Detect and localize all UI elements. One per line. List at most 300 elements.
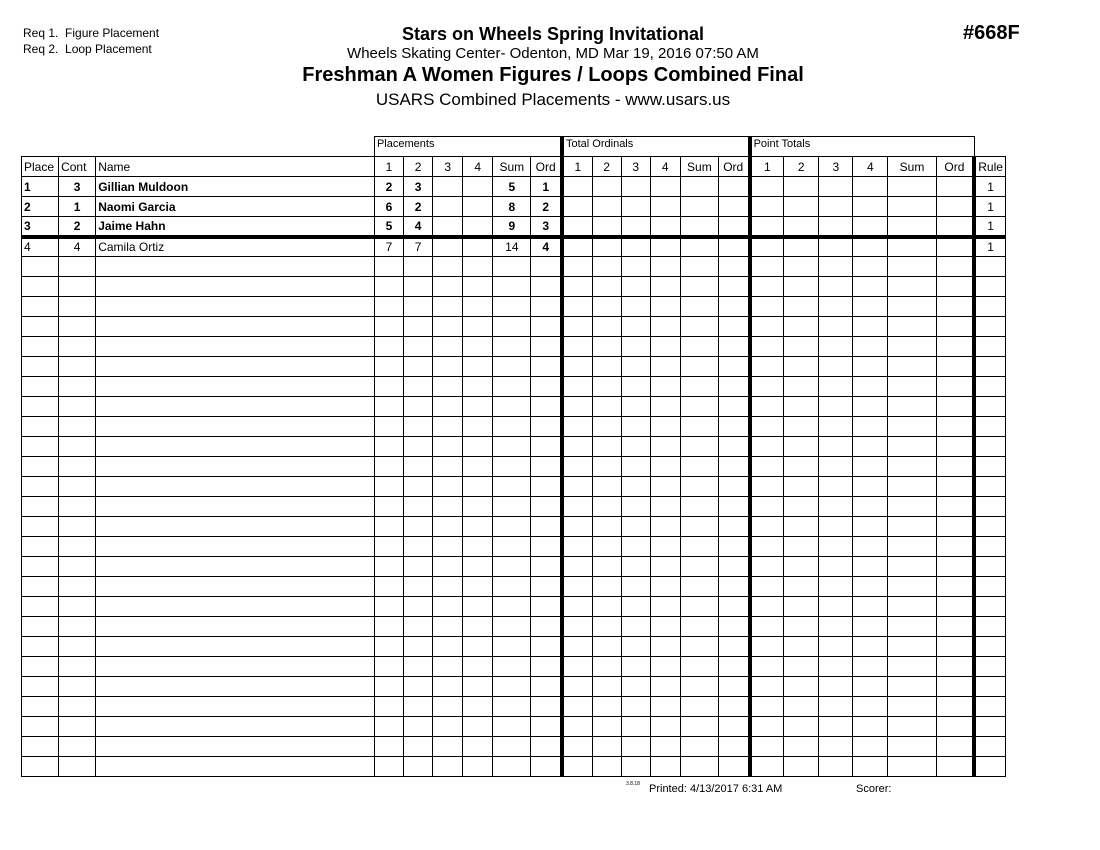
table-cell bbox=[784, 617, 819, 637]
table-cell bbox=[888, 277, 936, 297]
table-cell bbox=[374, 457, 403, 477]
table-row bbox=[22, 417, 1006, 437]
table-cell bbox=[531, 737, 562, 757]
table-cell bbox=[784, 177, 819, 197]
table-cell bbox=[936, 277, 974, 297]
table-cell bbox=[784, 197, 819, 217]
table-cell bbox=[592, 457, 621, 477]
table-cell bbox=[493, 377, 531, 397]
table-cell bbox=[784, 697, 819, 717]
table-cell bbox=[718, 497, 749, 517]
table-cell bbox=[819, 617, 853, 637]
table-row bbox=[22, 757, 1006, 777]
column-header: Sum bbox=[888, 157, 936, 177]
table-cell bbox=[592, 177, 621, 197]
table-cell bbox=[936, 357, 974, 377]
table-cell bbox=[888, 297, 936, 317]
table-cell bbox=[784, 637, 819, 657]
table-cell: 3 bbox=[404, 177, 433, 197]
table-cell bbox=[96, 317, 375, 337]
table-cell bbox=[621, 657, 650, 677]
table-cell bbox=[888, 617, 936, 637]
table-cell bbox=[592, 577, 621, 597]
table-cell bbox=[59, 657, 96, 677]
table-cell bbox=[819, 437, 853, 457]
table-cell bbox=[404, 337, 433, 357]
table-row bbox=[22, 597, 1006, 617]
event-title: Freshman A Women Figures / Loops Combined Final bbox=[302, 64, 804, 86]
table-cell bbox=[562, 577, 592, 597]
table-cell bbox=[404, 277, 433, 297]
table-cell bbox=[853, 437, 888, 457]
table-cell bbox=[592, 757, 621, 777]
table-cell bbox=[784, 317, 819, 337]
table-cell bbox=[404, 617, 433, 637]
table-cell bbox=[592, 257, 621, 277]
table-cell bbox=[936, 757, 974, 777]
table-cell bbox=[463, 477, 493, 497]
table-cell bbox=[493, 657, 531, 677]
table-cell bbox=[680, 477, 718, 497]
table-cell bbox=[750, 597, 784, 617]
table-cell bbox=[718, 417, 749, 437]
table-cell bbox=[374, 497, 403, 517]
table-cell bbox=[531, 597, 562, 617]
table-cell bbox=[680, 277, 718, 297]
table-cell bbox=[888, 637, 936, 657]
table-cell bbox=[888, 377, 936, 397]
table-cell bbox=[621, 457, 650, 477]
table-cell bbox=[493, 697, 531, 717]
table-cell bbox=[718, 217, 749, 237]
table-cell bbox=[463, 217, 493, 237]
table-cell bbox=[592, 357, 621, 377]
table-cell bbox=[433, 417, 463, 437]
table-cell bbox=[531, 497, 562, 517]
table-cell bbox=[784, 397, 819, 417]
table-cell bbox=[59, 617, 96, 637]
table-cell bbox=[374, 397, 403, 417]
table-cell bbox=[22, 437, 59, 457]
table-cell bbox=[562, 497, 592, 517]
table-cell bbox=[22, 497, 59, 517]
table-cell bbox=[819, 477, 853, 497]
table-cell bbox=[531, 257, 562, 277]
table-row bbox=[22, 637, 1006, 657]
table-cell bbox=[493, 397, 531, 417]
table-cell bbox=[22, 457, 59, 477]
table-cell: 7 bbox=[404, 237, 433, 257]
table-cell bbox=[888, 657, 936, 677]
table-cell bbox=[59, 577, 96, 597]
table-cell bbox=[531, 377, 562, 397]
table-cell bbox=[819, 457, 853, 477]
table-cell bbox=[404, 257, 433, 277]
table-cell bbox=[650, 757, 680, 777]
table-cell bbox=[680, 757, 718, 777]
table-cell bbox=[718, 617, 749, 637]
table-cell bbox=[562, 437, 592, 457]
table-cell bbox=[784, 277, 819, 297]
table-cell bbox=[819, 557, 853, 577]
table-cell bbox=[974, 557, 1005, 577]
table-cell bbox=[974, 577, 1005, 597]
table-cell bbox=[96, 597, 375, 617]
column-header: 4 bbox=[853, 157, 888, 177]
table-cell bbox=[853, 277, 888, 297]
table-cell bbox=[592, 537, 621, 557]
table-cell bbox=[22, 577, 59, 597]
table-cell bbox=[750, 737, 784, 757]
table-cell bbox=[433, 717, 463, 737]
table-row bbox=[22, 437, 1006, 457]
table-cell bbox=[936, 697, 974, 717]
table-cell bbox=[974, 677, 1005, 697]
table-cell bbox=[784, 217, 819, 237]
table-cell bbox=[718, 197, 749, 217]
table-row bbox=[22, 737, 1006, 757]
table-cell bbox=[592, 737, 621, 757]
table-cell bbox=[819, 377, 853, 397]
table-cell bbox=[680, 257, 718, 277]
table-cell bbox=[404, 537, 433, 557]
table-cell bbox=[96, 757, 375, 777]
table-cell bbox=[718, 537, 749, 557]
table-cell bbox=[493, 497, 531, 517]
table-cell bbox=[433, 637, 463, 657]
table-cell bbox=[750, 657, 784, 677]
column-header: 3 bbox=[621, 157, 650, 177]
table-cell bbox=[819, 177, 853, 197]
table-cell bbox=[562, 177, 592, 197]
table-cell bbox=[750, 437, 784, 457]
table-cell bbox=[853, 697, 888, 717]
table-cell bbox=[974, 337, 1005, 357]
table-cell bbox=[750, 357, 784, 377]
table-cell bbox=[531, 657, 562, 677]
table-cell bbox=[96, 637, 375, 657]
table-cell bbox=[819, 277, 853, 297]
table-cell bbox=[680, 357, 718, 377]
table-cell bbox=[374, 297, 403, 317]
table-cell bbox=[433, 477, 463, 497]
table-cell bbox=[374, 717, 403, 737]
table-cell bbox=[433, 577, 463, 597]
table-cell bbox=[974, 637, 1005, 657]
table-cell bbox=[96, 537, 375, 557]
table-cell bbox=[750, 577, 784, 597]
table-cell bbox=[463, 357, 493, 377]
table-cell bbox=[59, 437, 96, 457]
table-cell bbox=[718, 377, 749, 397]
table-cell bbox=[531, 357, 562, 377]
table-cell bbox=[531, 557, 562, 577]
table-cell bbox=[936, 597, 974, 617]
table-cell bbox=[936, 637, 974, 657]
table-cell bbox=[888, 517, 936, 537]
requirement-2: Req 2. Loop Placement bbox=[23, 42, 152, 56]
table-cell bbox=[650, 477, 680, 497]
table-cell bbox=[531, 457, 562, 477]
table-cell bbox=[784, 677, 819, 697]
table-cell bbox=[531, 417, 562, 437]
table-cell: 2 bbox=[404, 197, 433, 217]
table-cell bbox=[592, 617, 621, 637]
table-cell bbox=[936, 237, 974, 257]
table-cell bbox=[59, 397, 96, 417]
table-cell bbox=[592, 597, 621, 617]
group-header-row bbox=[22, 137, 1006, 157]
table-cell bbox=[463, 257, 493, 277]
table-cell bbox=[784, 597, 819, 617]
table-cell bbox=[974, 377, 1005, 397]
table-cell bbox=[96, 737, 375, 757]
table-cell bbox=[59, 357, 96, 377]
table-cell bbox=[784, 437, 819, 457]
table-cell bbox=[853, 297, 888, 317]
column-header: Name bbox=[96, 157, 375, 177]
table-cell bbox=[750, 277, 784, 297]
table-row bbox=[22, 517, 1006, 537]
table-cell bbox=[853, 197, 888, 217]
table-cell bbox=[433, 237, 463, 257]
table-cell bbox=[404, 417, 433, 437]
table-cell bbox=[592, 677, 621, 697]
table-cell bbox=[463, 717, 493, 737]
table-cell bbox=[784, 537, 819, 557]
table-cell bbox=[718, 297, 749, 317]
table-cell bbox=[433, 617, 463, 637]
table-cell bbox=[404, 497, 433, 517]
table-cell bbox=[621, 237, 650, 257]
table-cell bbox=[433, 197, 463, 217]
table-cell bbox=[59, 737, 96, 757]
table-cell bbox=[404, 437, 433, 457]
table-cell bbox=[784, 557, 819, 577]
table-row bbox=[22, 197, 1006, 217]
table-cell bbox=[562, 237, 592, 257]
table-cell bbox=[750, 457, 784, 477]
table-cell bbox=[463, 237, 493, 257]
table-cell bbox=[819, 497, 853, 517]
table-cell bbox=[819, 237, 853, 257]
table-cell bbox=[433, 337, 463, 357]
table-cell bbox=[650, 557, 680, 577]
table-cell bbox=[819, 597, 853, 617]
table-cell bbox=[650, 717, 680, 737]
table-cell bbox=[621, 477, 650, 497]
table-cell bbox=[974, 497, 1005, 517]
table-cell bbox=[853, 577, 888, 597]
table-cell bbox=[96, 657, 375, 677]
table-cell bbox=[680, 717, 718, 737]
table-cell bbox=[718, 477, 749, 497]
table-cell bbox=[936, 617, 974, 637]
table-cell bbox=[96, 617, 375, 637]
table-cell bbox=[22, 377, 59, 397]
table-cell bbox=[853, 597, 888, 617]
table-cell: 1 bbox=[974, 197, 1005, 217]
table-cell bbox=[531, 517, 562, 537]
table-cell bbox=[22, 697, 59, 717]
table-cell bbox=[974, 597, 1005, 617]
table-cell bbox=[888, 717, 936, 737]
table-cell bbox=[936, 197, 974, 217]
table-cell bbox=[680, 377, 718, 397]
table-row bbox=[22, 217, 1006, 237]
table-cell bbox=[463, 657, 493, 677]
table-cell bbox=[562, 657, 592, 677]
table-cell bbox=[853, 737, 888, 757]
table-cell bbox=[784, 497, 819, 517]
table-cell bbox=[433, 697, 463, 717]
table-cell: 5 bbox=[374, 217, 403, 237]
table-cell bbox=[531, 677, 562, 697]
table-cell bbox=[853, 317, 888, 337]
table-cell bbox=[433, 177, 463, 197]
table-cell bbox=[59, 697, 96, 717]
table-cell bbox=[974, 757, 1005, 777]
table-cell bbox=[562, 717, 592, 737]
table-cell bbox=[853, 657, 888, 677]
table-cell bbox=[562, 757, 592, 777]
table-cell bbox=[433, 297, 463, 317]
table-cell bbox=[531, 697, 562, 717]
column-header: Cont bbox=[59, 157, 96, 177]
table-cell bbox=[750, 717, 784, 737]
table-cell bbox=[59, 637, 96, 657]
table-cell bbox=[750, 297, 784, 317]
table-cell bbox=[592, 217, 621, 237]
table-row bbox=[22, 397, 1006, 417]
table-cell bbox=[784, 457, 819, 477]
table-cell bbox=[96, 397, 375, 417]
table-cell bbox=[853, 457, 888, 477]
table-cell bbox=[650, 237, 680, 257]
table-cell bbox=[936, 417, 974, 437]
table-cell bbox=[374, 437, 403, 457]
table-cell bbox=[374, 737, 403, 757]
table-cell bbox=[463, 637, 493, 657]
column-header: Sum bbox=[680, 157, 718, 177]
table-cell bbox=[819, 337, 853, 357]
table-cell bbox=[404, 557, 433, 577]
table-cell bbox=[374, 277, 403, 297]
table-cell bbox=[680, 337, 718, 357]
table-cell bbox=[936, 217, 974, 237]
table-cell bbox=[750, 257, 784, 277]
table-cell bbox=[718, 357, 749, 377]
group-placements: Placements bbox=[374, 137, 562, 157]
table-cell bbox=[750, 637, 784, 657]
table-cell bbox=[493, 457, 531, 477]
table-cell bbox=[404, 397, 433, 417]
table-cell bbox=[680, 297, 718, 317]
table-cell bbox=[750, 417, 784, 437]
table-cell bbox=[374, 697, 403, 717]
table-cell bbox=[493, 537, 531, 557]
table-cell bbox=[936, 677, 974, 697]
table-cell bbox=[819, 657, 853, 677]
table-cell bbox=[621, 437, 650, 457]
table-cell bbox=[59, 257, 96, 277]
table-cell bbox=[936, 577, 974, 597]
table-cell bbox=[433, 537, 463, 557]
table-cell bbox=[853, 477, 888, 497]
table-cell bbox=[22, 617, 59, 637]
table-cell bbox=[819, 697, 853, 717]
table-cell bbox=[621, 617, 650, 637]
table-cell: 1 bbox=[22, 177, 59, 197]
table-cell bbox=[621, 537, 650, 557]
table-cell bbox=[650, 317, 680, 337]
table-cell bbox=[936, 557, 974, 577]
table-cell bbox=[621, 297, 650, 317]
table-cell bbox=[974, 437, 1005, 457]
table-cell: 4 bbox=[531, 237, 562, 257]
table-cell bbox=[621, 557, 650, 577]
table-cell bbox=[493, 297, 531, 317]
table-cell bbox=[592, 337, 621, 357]
table-cell bbox=[888, 497, 936, 517]
table-cell: 9 bbox=[493, 217, 531, 237]
table-cell bbox=[936, 457, 974, 477]
table-cell bbox=[621, 697, 650, 717]
table-cell bbox=[621, 597, 650, 617]
table-cell: 3 bbox=[22, 217, 59, 237]
table-cell bbox=[531, 437, 562, 457]
table-cell bbox=[819, 517, 853, 537]
table-cell: 1 bbox=[531, 177, 562, 197]
table-cell bbox=[96, 437, 375, 457]
table-cell bbox=[463, 417, 493, 437]
table-cell bbox=[562, 537, 592, 557]
table-cell bbox=[374, 757, 403, 777]
table-cell bbox=[718, 597, 749, 617]
group-total-ordinals: Total Ordinals bbox=[562, 137, 750, 157]
table-cell bbox=[750, 317, 784, 337]
table-row bbox=[22, 357, 1006, 377]
table-cell bbox=[96, 677, 375, 697]
table-cell bbox=[853, 337, 888, 357]
table-cell bbox=[404, 297, 433, 317]
table-cell bbox=[888, 437, 936, 457]
table-cell bbox=[853, 677, 888, 697]
table-cell bbox=[96, 377, 375, 397]
table-cell bbox=[493, 317, 531, 337]
table-cell bbox=[819, 397, 853, 417]
table-cell bbox=[853, 757, 888, 777]
scorer-label: Scorer: bbox=[856, 783, 892, 795]
table-cell bbox=[531, 617, 562, 637]
table-cell bbox=[433, 457, 463, 477]
table-cell bbox=[974, 397, 1005, 417]
table-cell bbox=[853, 417, 888, 437]
table-cell bbox=[784, 417, 819, 437]
table-cell bbox=[404, 737, 433, 757]
table-cell bbox=[22, 677, 59, 697]
table-cell bbox=[974, 457, 1005, 477]
table-cell bbox=[531, 337, 562, 357]
table-cell bbox=[718, 657, 749, 677]
table-cell bbox=[404, 697, 433, 717]
table-cell bbox=[650, 637, 680, 657]
table-cell bbox=[650, 697, 680, 717]
table-cell bbox=[936, 317, 974, 337]
table-cell bbox=[562, 377, 592, 397]
table-cell bbox=[936, 477, 974, 497]
table-cell bbox=[888, 557, 936, 577]
